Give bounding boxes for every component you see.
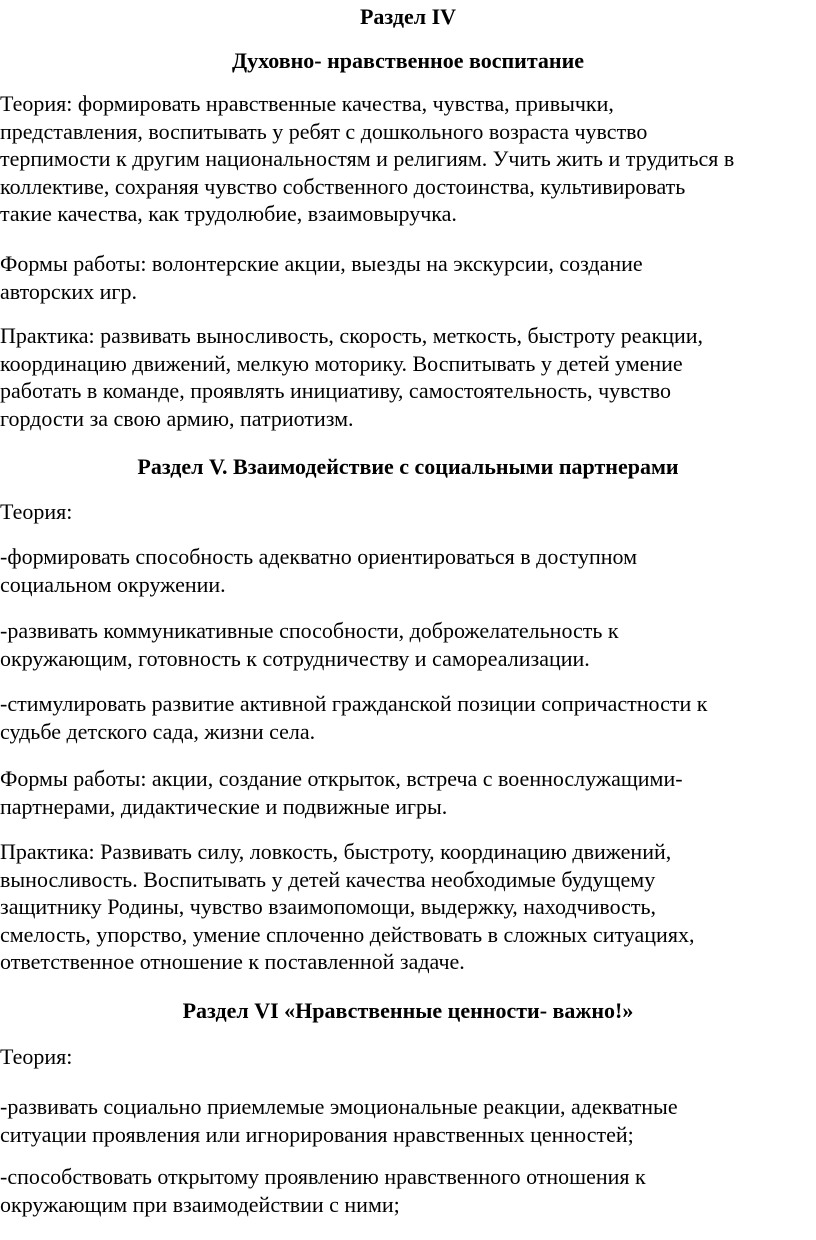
text-line: Формы работы: волонтерские акции, выезды на экскурсии, создание: [0, 251, 643, 276]
text-line: партнерами, дидактические и подвижные игры.: [0, 793, 448, 819]
section-5-item-2: [0, 617, 816, 672]
text-line: работать в команде, проявлять инициативу, самостоятельность, чувство: [0, 378, 672, 403]
text-line: окружающим при взаимодействии с ними;: [0, 1191, 400, 1217]
text-line: коллективе, сохраняя чувство собственного достоинства, культивировать: [0, 173, 686, 199]
text-line: такие качества, как трудолюбие, взаимовыручка.: [0, 201, 457, 226]
section-5-title: Раздел V. Взаимодействие с социальными партнерами: [137, 454, 679, 479]
section-5-item-3: [0, 690, 816, 745]
text-line: -формировать способность адекватно ориентироваться в доступном: [0, 544, 638, 569]
text-line: ответственное отношение к поставленной задаче.: [0, 949, 465, 974]
text-line: -стимулировать развитие активной гражданской позиции сопричастности к: [0, 691, 708, 716]
text-line: -способствовать открытому проявлению нравственного отношения к: [0, 1164, 646, 1189]
section-6-title: Раздел VI «Нравственные ценности- важно!»: [182, 998, 634, 1023]
section-5-item-1: [0, 543, 816, 598]
text-line: судьбе детского сада, жизни села.: [0, 718, 316, 744]
text-line: окружающим, готовность к сотрудничеству и самореализации.: [0, 645, 590, 671]
text-line: выносливость. Воспитывать у детей качества необходимые будущему: [0, 866, 656, 892]
text-line: Формы работы: акции, создание открыток, встреча с военнослужащими-: [0, 766, 683, 791]
section-6-item-1: [0, 1093, 816, 1148]
text-line: Практика: развивать выносливость, скорость, меткость, быстроту реакции,: [0, 323, 704, 348]
text-line: -развивать коммуникативные способности, доброжелательность к: [0, 618, 619, 643]
text-line: Теория:: [0, 499, 73, 524]
text-line: смелость, упорство, умение сплоченно действовать в сложных ситуациях,: [0, 921, 695, 947]
text-line: Теория: формировать нравственные качества, чувства, привычки,: [0, 91, 614, 116]
section-4-subtitle: Духовно- нравственное воспитание: [231, 48, 585, 73]
text-line: гордости за свою армию, патриотизм.: [0, 405, 354, 431]
section-4-practice: [0, 322, 816, 432]
text-line: терпимости к другим национальностям и религиям. Учить жить и трудиться в: [0, 146, 735, 171]
text-line: представления, воспитывать у ребят с дошкольного возраста чувство: [0, 118, 648, 144]
text-line: ситуации проявления или игнорирования нравственных ценностей;: [0, 1121, 634, 1147]
text-line: Практика: Развивать силу, ловкость, быстроту, координацию движений,: [0, 839, 672, 864]
text-line: -развивать социально приемлемые эмоциональные реакции, адекватные: [0, 1094, 678, 1119]
section-6-item-2: [0, 1163, 816, 1218]
text-line: защитнику Родины, чувство взаимопомощи, выдержку, находчивость,: [0, 894, 657, 919]
section-5-forms: [0, 765, 816, 820]
text-line: авторских игр.: [0, 278, 137, 304]
text-line: социальном окружении.: [0, 571, 226, 597]
section-4-title: Раздел IV: [359, 4, 457, 29]
section-5-practice: [0, 838, 816, 976]
text-line: Теория:: [0, 1044, 73, 1069]
section-6-theory-label: [0, 1043, 816, 1071]
section-4-theory: [0, 90, 816, 228]
section-4-forms: [0, 250, 816, 305]
section-5-theory-label: [0, 498, 816, 526]
text-line: координацию движений, мелкую моторику. Воспитывать у детей умение: [0, 350, 683, 376]
